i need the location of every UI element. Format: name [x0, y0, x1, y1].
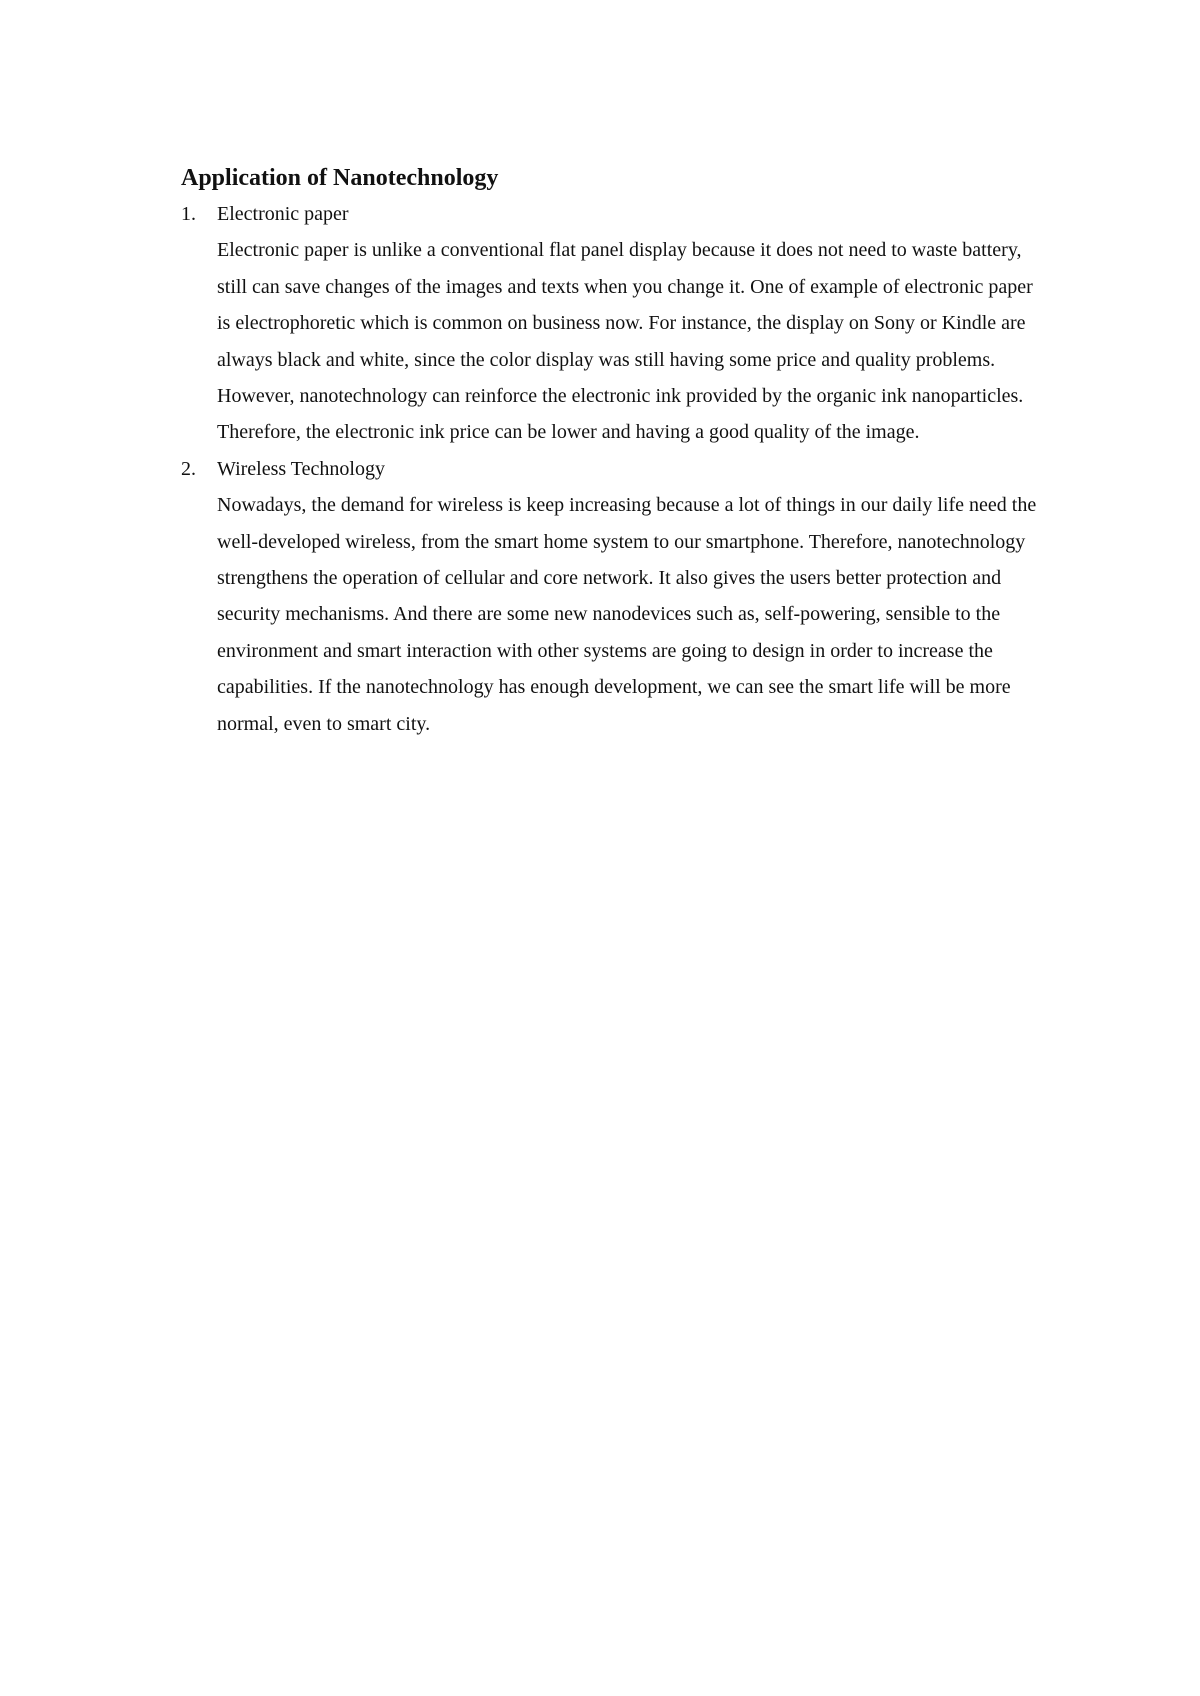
- list-item-number: 1.: [181, 203, 196, 225]
- document-title: Application of Nanotechnology: [181, 165, 499, 191]
- document-content: [181, 160, 1037, 742]
- list-item-paragraph: Electronic paper is unlike a conventional flat panel display because it does not need to waste battery, still can save changes of the images and texts when you change it. One of example of electronic paper is electrophoretic which is common on business now. For instance, the display on Sony or Kindle are always black and white, since the color display was still having some price and quality problems. However, nanotechnology can reinforce the electronic ink provided by the organic ink nanoparticles. Therefore, the electronic ink price can be lower and having a good quality of the image.: [217, 239, 1033, 444]
- list-item-heading: Wireless Technology: [217, 457, 385, 480]
- list-item-heading: Electronic paper: [217, 203, 349, 225]
- list-item-number: 2.: [181, 457, 196, 480]
- numbered-list: [181, 196, 1037, 742]
- list-item: [181, 451, 1037, 742]
- list-item-paragraph: Nowadays, the demand for wireless is keep increasing because a lot of things in our daily life need the well-developed wireless, from the smart home system to our smartphone. Therefore, nanotechnology strengthens the operation of cellular and core network. It also gives the users better protection and security mechanisms. And there are some new nanodevices such as, self-powering, sensible to the environment and smart interaction with other systems are going to design in order to increase the capabilities. If the nanotechnology has enough development, we can see the smart life will be more normal, even to smart city.: [217, 494, 1037, 735]
- list-item: [181, 196, 1031, 451]
